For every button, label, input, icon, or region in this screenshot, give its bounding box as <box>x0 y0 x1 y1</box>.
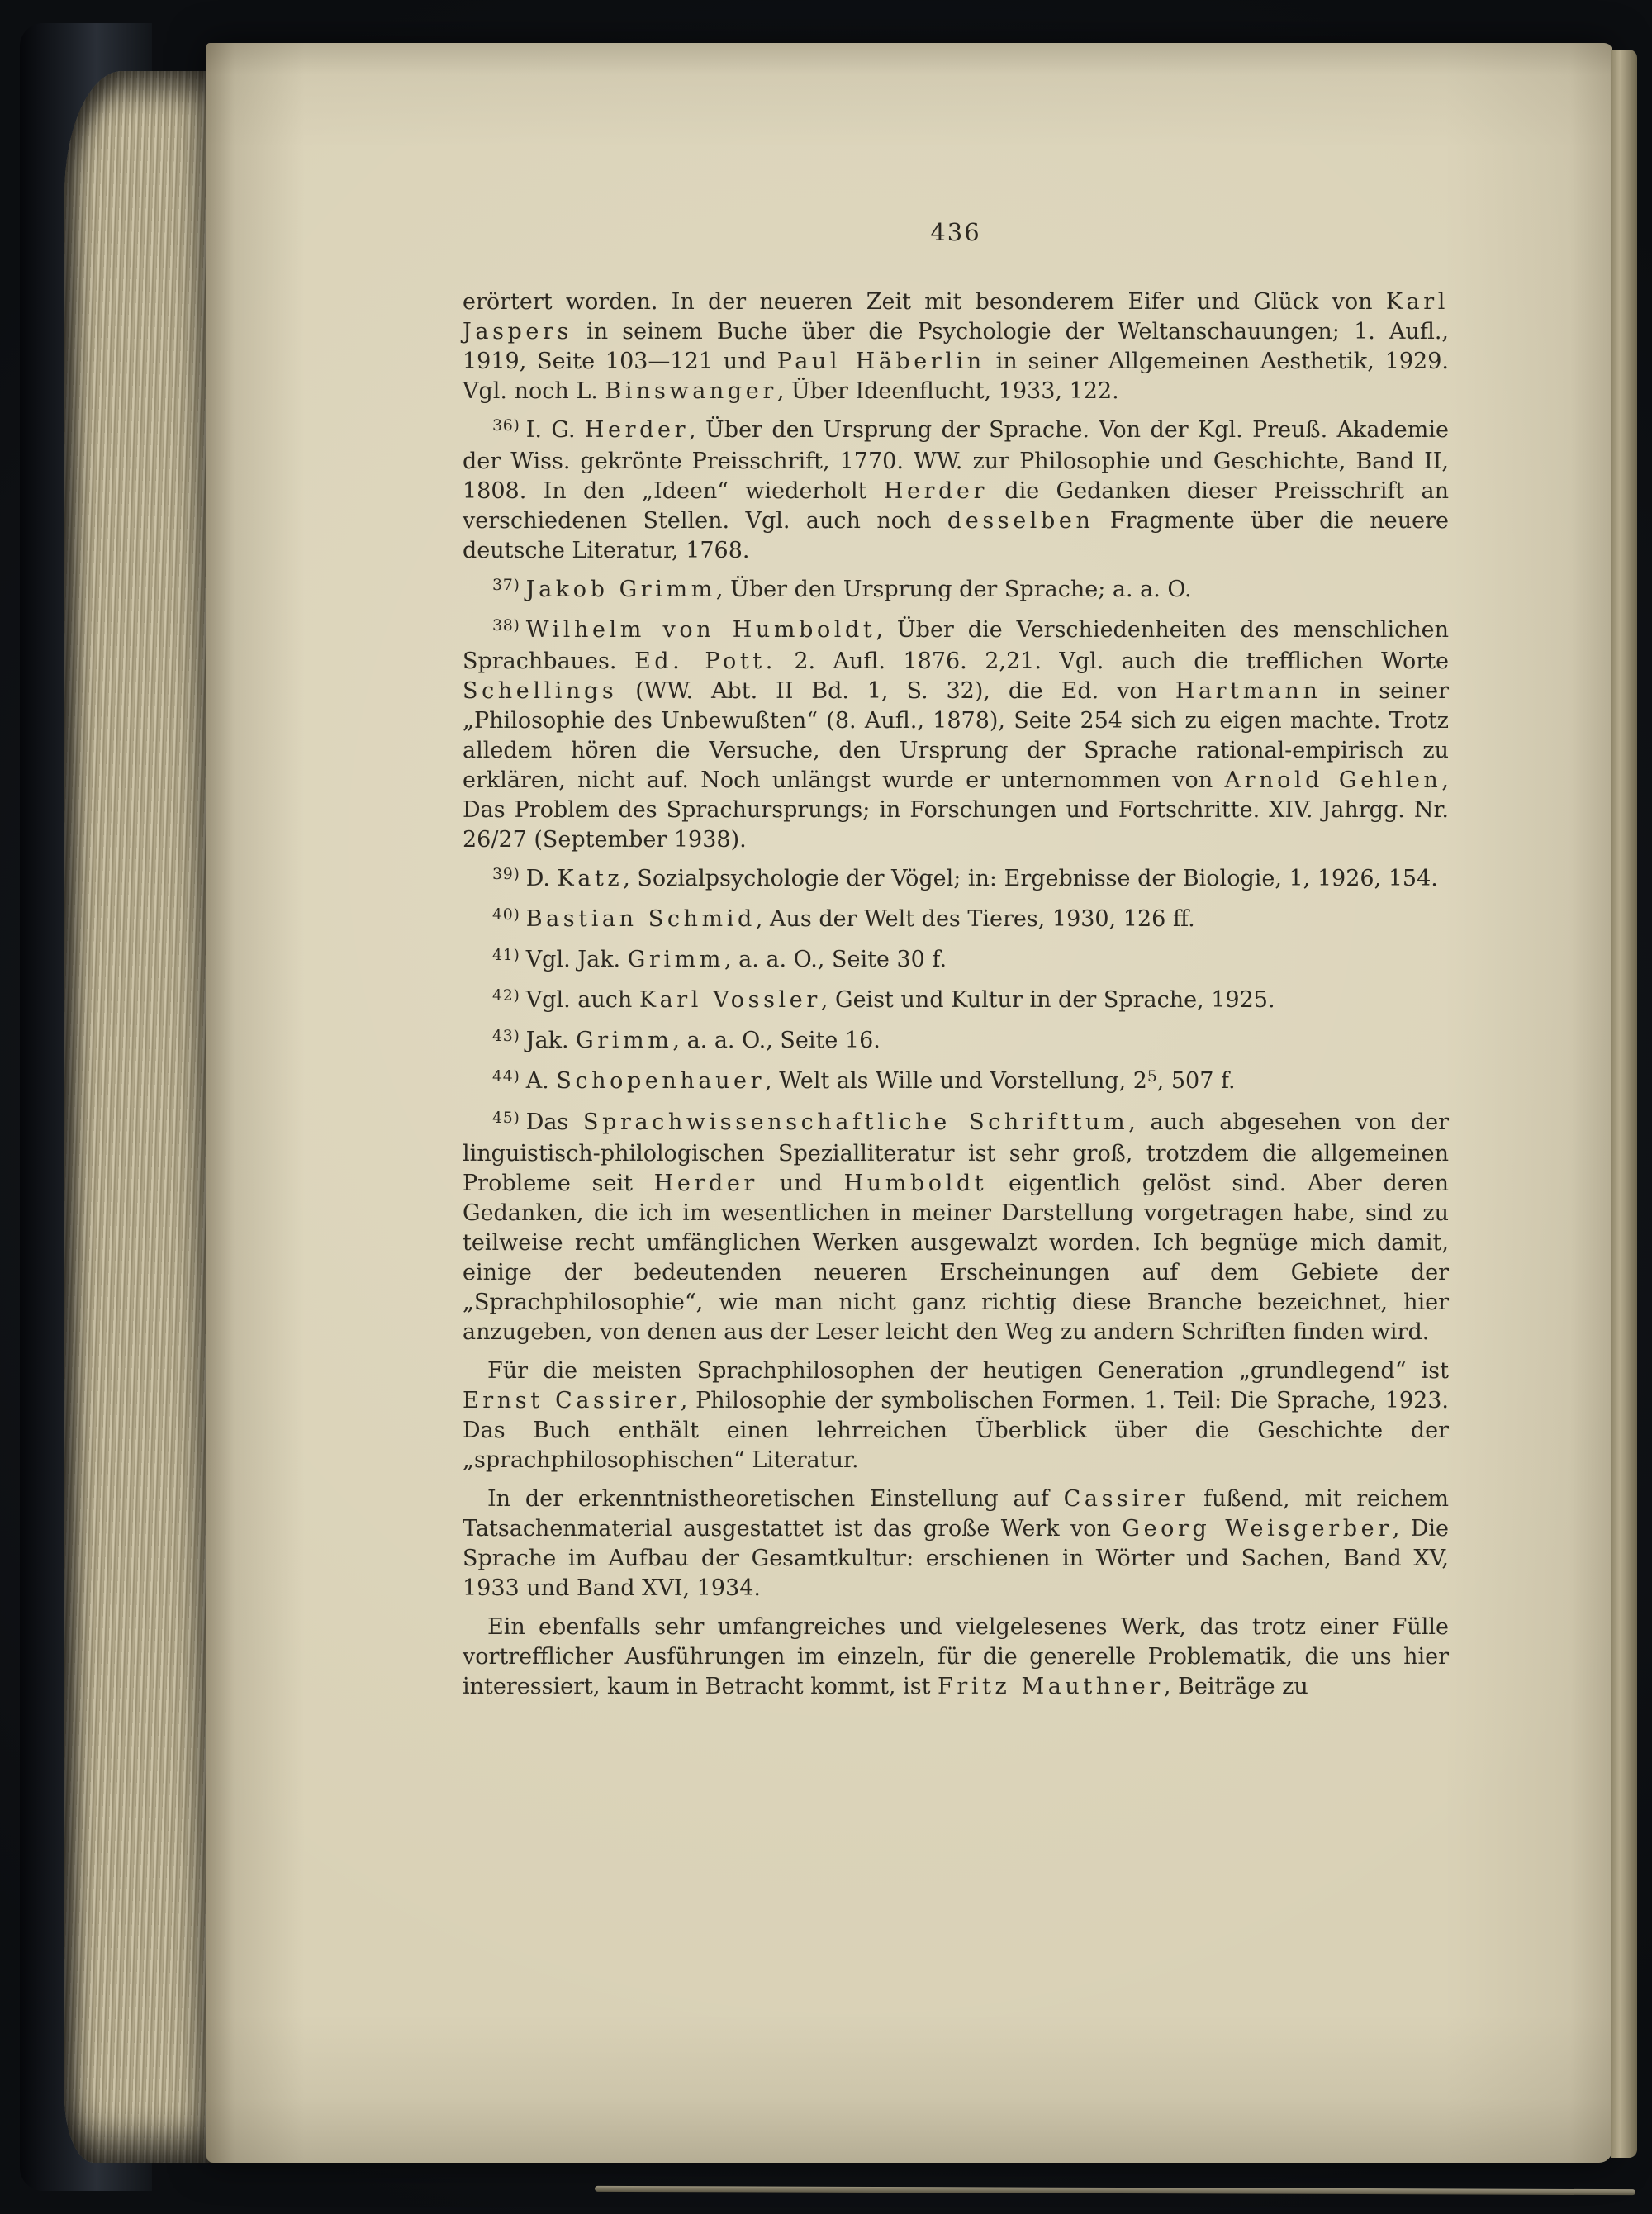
author-name-spaced: Humboldt <box>843 1171 988 1196</box>
text-segment: die Gedanken dieser Preisschrift an verschiedenen Stellen. Vgl. auch noch <box>463 478 1450 534</box>
book-page <box>206 43 1612 2163</box>
author-name-spaced: Herder <box>653 1171 758 1196</box>
author-name-spaced: Karl Vossler <box>638 987 821 1013</box>
note-number-marker: 41) <box>492 946 520 965</box>
note-number-marker: 45) <box>492 1109 520 1128</box>
text-segment: , Über Ideenflucht, 1933, 122. <box>776 378 1119 404</box>
text-segment: , Die Sprache im Aufbau der Gesamtkultur: erschienen in Wörter und Sachen, Band XV, 1933 und Band XVI, 1934. <box>463 1516 1449 1601</box>
text-segment: (WW. Abt. II Bd. 1, S. 32), die Ed. von <box>617 678 1175 704</box>
author-name-spaced: Arnold Gehlen <box>1224 767 1442 793</box>
author-name-spaced: Karl Jaspers <box>463 289 1449 344</box>
text-segment: Ein ebenfalls sehr umfangreiches und vielgelesenes Werk, das trotz einer Fülle vortrefflicher Ausführungen im einzeln, für die generelle Problematik, die uns hier interessiert, kaum in Betracht kommt, ist <box>463 1614 1449 1699</box>
author-name-spaced: Ernst Cassirer <box>463 1388 681 1413</box>
footnote-42 <box>463 986 1449 1017</box>
author-name-spaced: Hartmann <box>1175 678 1322 704</box>
note-number-marker: 44) <box>492 1067 520 1086</box>
footnote-37 <box>463 575 1449 606</box>
edition-superscript: 5 <box>1147 1067 1157 1086</box>
text-segment: Vgl. Jak. <box>525 947 628 972</box>
text-segment: D. <box>525 866 558 891</box>
text-block <box>463 287 1449 1711</box>
note-number-marker: 42) <box>492 986 520 1005</box>
text-segment: I. G. <box>525 417 585 443</box>
author-name-spaced: Wilhelm von Humboldt <box>525 617 876 643</box>
text-segment: , a. a. O., Seite 30 f. <box>724 947 947 972</box>
footnote-36 <box>463 416 1449 566</box>
text-segment: fußend, mit reichem Tatsachenmaterial ausgestattet ist das große Werk von <box>463 1486 1449 1542</box>
text-segment: , Das Problem des Sprachursprungs; in Forschungen und Fortschritte. XIV. Jahrgg. Nr. 26/27 (September 1938). <box>463 767 1449 853</box>
text-segment: Für die meisten Sprachphilosophen der heutigen Generation „grundlegend“ ist <box>487 1358 1449 1384</box>
text-segment: , Geist und Kultur in der Sprache, 1925. <box>820 987 1275 1013</box>
author-name-spaced: Bastian Schmid <box>525 906 756 932</box>
footnote-38 <box>463 615 1449 855</box>
author-name-spaced: Grimm <box>627 947 724 972</box>
text-segment: , auch abgesehen von der linguistisch-philologischen Spezialliteratur ist sehr groß, trotzdem die allgemeinen Probleme seit <box>463 1109 1449 1196</box>
author-name-spaced: Herder <box>584 417 690 443</box>
text-segment: , Welt als Wille und Vorstellung, 2 <box>765 1068 1147 1094</box>
text-segment: in seinem Buche über die Psychologie der Weltanschauungen; 1. Aufl., 1919, Seite 103—121 und <box>463 319 1449 374</box>
intro-continuation-paragraph <box>463 287 1449 406</box>
emphasis-spaced: Sprachwissenschaftliche Schrifttum <box>583 1109 1129 1135</box>
text-segment: 2. Aufl. 1876. 2,21. Vgl. auch die trefflichen Worte <box>776 649 1449 674</box>
text-segment: , Über die Verschiedenheiten des menschlichen Sprachbaues. <box>463 617 1449 674</box>
footnote-44 <box>463 1067 1449 1099</box>
note-number-marker: 43) <box>492 1027 520 1046</box>
author-name-spaced: Fritz Mauthner <box>938 1674 1164 1699</box>
author-name-spaced: Binswanger <box>605 378 777 404</box>
footnote-39 <box>463 864 1449 896</box>
author-name-spaced: Herder <box>883 478 988 504</box>
note-number-marker: 40) <box>492 905 520 924</box>
text-segment: eigentlich gelöst sind. Aber deren Gedanken, die ich im wesentlichen in meiner Darstellung vorgetragen habe, sind zu teilweise recht umfänglichen Werken ausgewalzt worden. Ich begnüge mich damit, einige der bedeutenden neueren Erscheinungen auf dem Gebiete der „Sprachphilosophie“, wie man nicht ganz richtig diese Branche bezeichnet, hier anzugeben, von denen aus der Leser leicht den Weg zu andern Schriften finden wird. <box>463 1171 1449 1345</box>
footnote-41 <box>463 945 1449 976</box>
text-segment: Das <box>525 1109 584 1135</box>
page-stack-edges <box>64 71 218 2163</box>
paragraph-weisgerber <box>463 1485 1449 1603</box>
paragraph-cassirer <box>463 1356 1449 1475</box>
note-number-marker: 37) <box>492 576 520 595</box>
footnote-45 <box>463 1108 1449 1347</box>
text-segment: In der erkenntnistheoretischen Einstellung auf <box>487 1486 1064 1512</box>
text-segment: Fragmente über die neuere deutsche Literatur, 1768. <box>463 508 1449 563</box>
page-number: 436 <box>930 218 981 246</box>
footnote-43 <box>463 1026 1449 1057</box>
text-segment: erörtert worden. In der neueren Zeit mit besonderem Eifer und Glück von <box>463 289 1386 315</box>
text-segment: in seiner „Philosophie des Unbewußten“ (8. Aufl., 1878), Seite 254 sich zu eigen machte. Trotz alledem hören die Versuche, den Ursprung der Sprache rational-empirisch zu erklären, nicht auf. Noch unlängst wurde er unternommen von <box>463 678 1449 793</box>
emphasis-spaced: desselben <box>947 508 1094 534</box>
text-segment: , Sozialpsychologie der Vögel; in: Ergebnisse der Biologie, 1, 1926, 154. <box>623 866 1438 891</box>
author-name-spaced: Paul Häberlin <box>776 349 985 374</box>
text-segment: Vgl. auch <box>525 987 639 1013</box>
text-segment: , Über den Ursprung der Sprache. Von der Kgl. Preuß. Akademie der Wiss. gekrönte Preisschrift, 1770. WW. zur Philosophie und Geschichte, Band II, 1808. In den „Ideen“ wiederholt <box>463 417 1449 504</box>
author-name-spaced: Grimm <box>576 1028 673 1053</box>
author-name-spaced: Schopenhauer <box>556 1068 766 1094</box>
text-segment: , Aus der Welt des Tieres, 1930, 126 ff. <box>755 906 1195 932</box>
note-number-marker: 38) <box>492 616 520 635</box>
note-number-marker: 36) <box>492 416 520 435</box>
author-name-spaced: Georg Weisgerber <box>1122 1516 1393 1542</box>
text-segment: in seiner Allgemeinen Aesthetik, 1929. Vgl. noch L. <box>463 349 1449 404</box>
author-name-spaced: Katz <box>557 866 624 891</box>
author-name-spaced: Jakob Grimm <box>525 577 716 602</box>
editor-name-spaced: Ed. Pott. <box>634 649 776 674</box>
note-number-marker: 39) <box>492 865 520 884</box>
author-name-spaced: Schellings <box>463 678 618 704</box>
text-segment: A. <box>525 1068 557 1094</box>
text-segment: , 507 f. <box>1156 1068 1236 1094</box>
paragraph-mauthner <box>463 1613 1449 1702</box>
text-segment: , Philosophie der symbolischen Formen. 1. Teil: Die Sprache, 1923. Das Buch enthält einen lehrreichen Überblick über die Geschichte der „sprachphilosophischen“ Literatur. <box>463 1388 1450 1473</box>
text-segment: Jak. <box>525 1028 577 1053</box>
text-segment: , Über den Ursprung der Sprache; a. a. O. <box>715 577 1192 602</box>
text-segment: , Beiträge zu <box>1163 1674 1308 1699</box>
footnote-40 <box>463 905 1449 936</box>
text-segment: und <box>757 1171 844 1196</box>
author-name-spaced: Cassirer <box>1063 1486 1189 1512</box>
right-page-edge <box>1611 50 1637 2158</box>
text-segment: , a. a. O., Seite 16. <box>672 1028 881 1053</box>
